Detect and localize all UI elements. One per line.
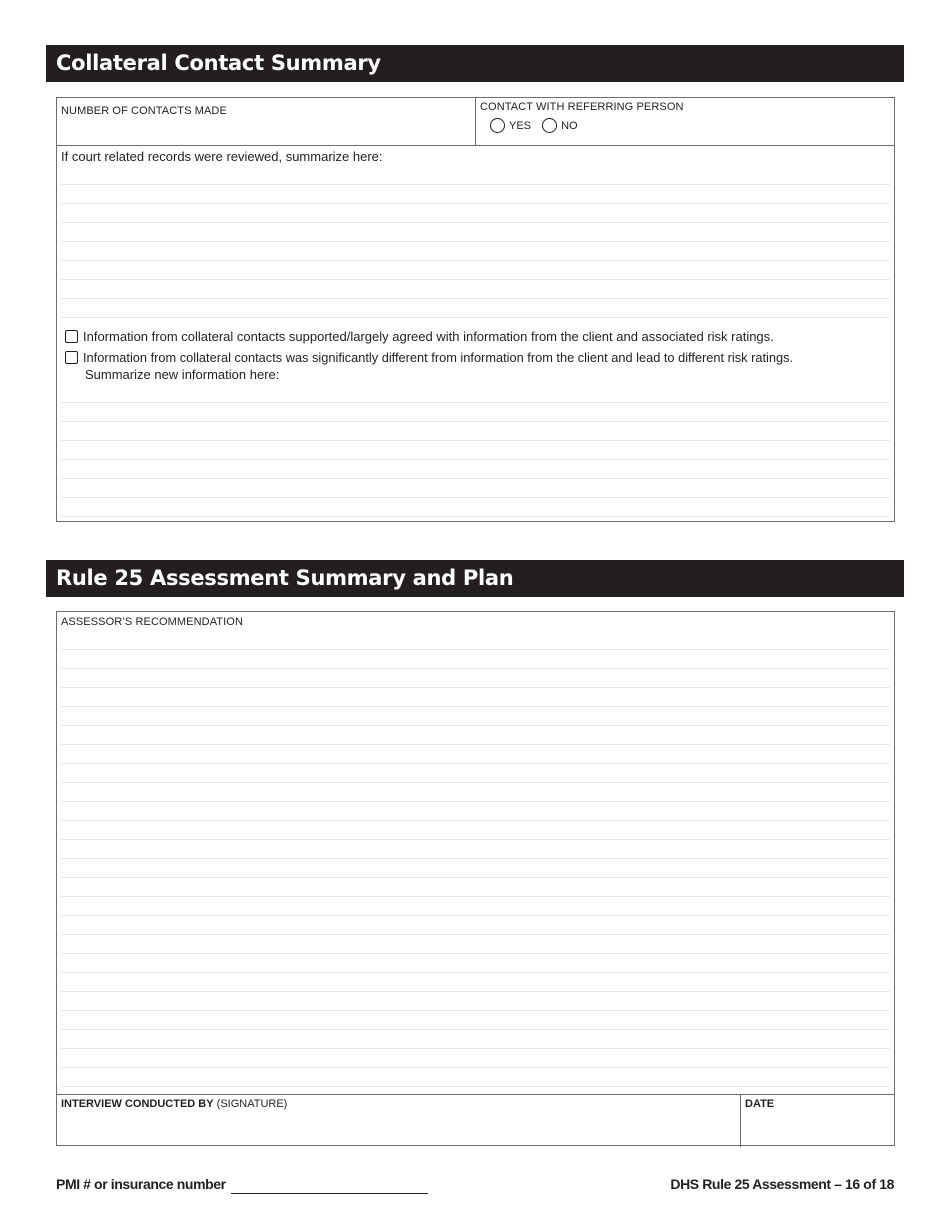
ruled-line [61, 279, 890, 280]
collateral-contact-box [56, 97, 895, 522]
ruled-line [61, 915, 890, 916]
ruled-line [61, 896, 890, 897]
pmi-field [56, 1176, 428, 1194]
ruled-line [61, 402, 890, 403]
interview-label-rest: (SIGNATURE) [216, 1098, 288, 1110]
ruled-line [61, 801, 890, 802]
pmi-label: PMI # or insurance number [56, 1176, 226, 1192]
ruled-line [61, 839, 890, 840]
ruled-line [61, 953, 890, 954]
date-field[interactable] [741, 1095, 894, 1147]
plan-section-title: Rule 25 Assessment Summary and Plan [56, 566, 514, 590]
recommendation-label: ASSESSOR’S RECOMMENDATION [61, 616, 243, 628]
ruled-line [61, 203, 890, 204]
court-records-prompt: If court related records were reviewed, summarize here: [61, 149, 383, 164]
ruled-line [61, 497, 890, 498]
ruled-line [61, 668, 890, 669]
referring-person-label: CONTACT WITH REFERRING PERSON [480, 101, 684, 113]
plan-section-header [46, 560, 904, 597]
ruled-line [61, 260, 890, 261]
ruled-line [61, 459, 890, 460]
yes-radio[interactable] [490, 118, 505, 133]
ruled-line [61, 1010, 890, 1011]
ruled-line [61, 317, 890, 318]
ruled-line [61, 1048, 890, 1049]
no-option[interactable] [542, 120, 578, 132]
ruled-line [61, 877, 890, 878]
summarize-new-info-prompt: Summarize new information here: [85, 367, 280, 382]
pmi-input-line[interactable] [231, 1177, 428, 1194]
signature-row [57, 1094, 894, 1147]
contacts-made-label: NUMBER OF CONTACTS MADE [61, 105, 227, 117]
different-checkbox-item[interactable] [65, 350, 793, 365]
ruled-line [61, 858, 890, 859]
no-label: NO [561, 120, 578, 132]
ruled-line [61, 1029, 890, 1030]
ruled-line [61, 298, 890, 299]
supported-checkbox-item[interactable] [65, 329, 774, 344]
interview-label-bold: INTERVIEW CONDUCTED BY [61, 1098, 214, 1110]
supported-checkbox[interactable] [65, 330, 78, 343]
collateral-section-title: Collateral Contact Summary [56, 51, 381, 75]
ruled-line [61, 782, 890, 783]
ruled-line [61, 184, 890, 185]
no-radio[interactable] [542, 118, 557, 133]
ruled-line [61, 440, 890, 441]
different-checkbox[interactable] [65, 351, 78, 364]
ruled-line [61, 991, 890, 992]
ruled-line [61, 725, 890, 726]
different-checkbox-label: Information from collateral contacts was significantly different from information from the client and lead to different risk ratings. [83, 350, 794, 365]
contacts-row [57, 98, 894, 146]
ruled-line [61, 820, 890, 821]
assessment-plan-box [56, 611, 895, 1146]
ruled-line [61, 706, 890, 707]
ruled-line [61, 649, 890, 650]
page-info: DHS Rule 25 Assessment – 16 of 18 [670, 1176, 894, 1192]
ruled-line [61, 744, 890, 745]
ruled-line [61, 222, 890, 223]
interview-signature-field[interactable] [57, 1095, 741, 1147]
ruled-line [61, 516, 890, 517]
ruled-line [61, 687, 890, 688]
ruled-line [61, 972, 890, 973]
ruled-line [61, 1067, 890, 1068]
yes-label: YES [509, 120, 532, 132]
referring-person-options [490, 118, 890, 133]
ruled-line [61, 421, 890, 422]
collateral-section-header [46, 45, 904, 82]
ruled-line [61, 241, 890, 242]
ruled-line [61, 934, 890, 935]
ruled-line [61, 478, 890, 479]
referring-person-field [476, 98, 894, 145]
date-label: DATE [745, 1098, 775, 1110]
yes-option[interactable] [490, 120, 531, 132]
supported-checkbox-label: Information from collateral contacts supported/largely agreed with information from the client and associated risk ratings. [83, 329, 774, 344]
ruled-line [61, 763, 890, 764]
ruled-line [61, 1086, 890, 1087]
contacts-made-field[interactable] [57, 98, 476, 145]
